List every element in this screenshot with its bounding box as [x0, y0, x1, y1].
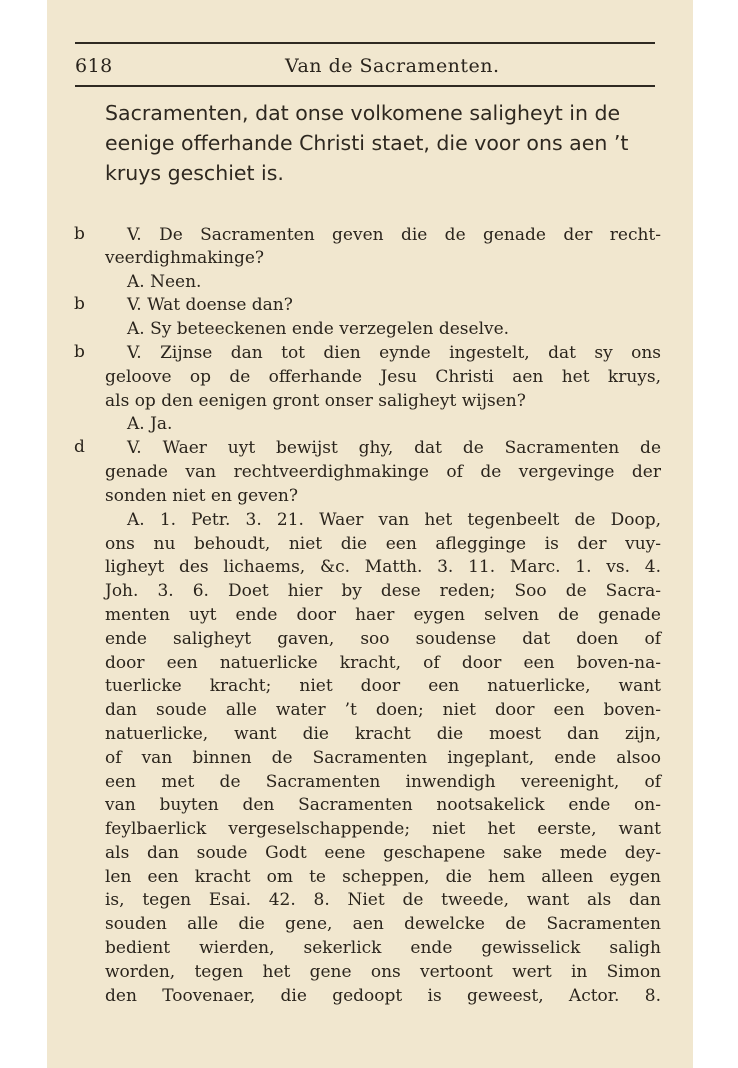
margin-note: b	[74, 224, 85, 244]
text-line: sonden niet en geven?	[105, 486, 298, 506]
text-line: ons nu behoudt, niet die een aflegginge is der vuy-	[105, 534, 661, 554]
intro-line: Sacramenten, dat onse volkomene saligheyt in de	[105, 101, 621, 125]
header-rule-top	[75, 42, 655, 44]
text-line: tuerlicke kracht; niet door een natuerlicke, want	[105, 676, 661, 696]
text-line: door een natuerlicke kracht, of door een boven-na-	[105, 653, 661, 673]
text-line: worden, tegen het gene ons vertoont wert in Simon	[105, 962, 661, 982]
text-line: ende saligheyt gaven, soo soudense dat doen of	[105, 629, 661, 649]
text-line: dan soude alle water ’t doen; niet door een boven-	[105, 700, 661, 720]
text-line: van buyten den Sacramenten nootsakelick ende on-	[105, 795, 661, 815]
text-line: feylbaerlick vergeselschappende; niet het eerste, want	[105, 819, 661, 839]
answer-line: A. Sy beteeckenen ende verzegelen deselve.	[127, 319, 510, 339]
text-line: ligheyt des lichaems, &c. Matth. 3. 11. Marc. 1. vs. 4.	[105, 557, 661, 577]
text-line: natuerlicke, want die kracht die moest dan zijn,	[105, 724, 661, 744]
page-number: 618	[75, 55, 113, 77]
text-line: bedient wierden, sekerlick ende gewisselick saligh	[105, 938, 661, 958]
margin-note: d	[74, 437, 85, 457]
intro-line: eenige offerhande Christi staet, die voor ons aen ’t	[105, 131, 629, 155]
question-line: V. De Sacramenten geven die de genade der recht-	[127, 225, 661, 245]
intro-paragraph	[105, 98, 665, 188]
text-line: als dan soude Godt eene geschapene sake mede dey-	[105, 843, 661, 863]
text-line: len een kracht om te scheppen, die hem alleen eygen	[105, 867, 661, 887]
margin-note: b	[74, 294, 85, 314]
running-header	[75, 55, 655, 81]
question-line: V. Waer uyt bewijst ghy, dat de Sacramenten de	[127, 438, 661, 458]
text-line: souden alle die gene, aen dewelcke de Sacramenten	[105, 914, 661, 934]
intro-line: kruys geschiet is.	[105, 161, 284, 185]
text-line: als op den eenigen gront onser saligheyt wijsen?	[105, 391, 526, 411]
text-line: genade van rechtveerdighmakinge of de vergevinge der	[105, 462, 661, 482]
running-title: Van de Sacramenten.	[285, 55, 500, 77]
answer-line: A. 1. Petr. 3. 21. Waer van het tegenbeelt de Doop,	[127, 510, 661, 530]
answer-line: A. Ja.	[127, 414, 173, 434]
text-line: veerdighmakinge?	[105, 248, 265, 268]
text-line: een met de Sacramenten inwendigh vereenight, of	[105, 772, 661, 792]
text-line: geloove op de offerhande Jesu Christi aen het kruys,	[105, 367, 661, 387]
text-line: of van binnen de Sacramenten ingeplant, ende alsoo	[105, 748, 661, 768]
question-line: V. Zijnse dan tot dien eynde ingestelt, dat sy ons	[127, 343, 661, 363]
question-line: V. Wat doense dan?	[127, 295, 293, 315]
text-line: den Toovenaer, die gedoopt is geweest, Actor. 8.	[105, 986, 661, 1006]
book-page	[47, 0, 693, 1068]
text-line: Joh. 3. 6. Doet hier by dese reden; Soo de Sacra-	[105, 581, 661, 601]
header-rule-bottom	[75, 85, 655, 87]
text-line: is, tegen Esai. 42. 8. Niet de tweede, want als dan	[105, 890, 661, 910]
text-line: menten uyt ende door haer eygen selven de genade	[105, 605, 661, 625]
answer-line: A. Neen.	[127, 272, 202, 292]
margin-note: b	[74, 342, 85, 362]
